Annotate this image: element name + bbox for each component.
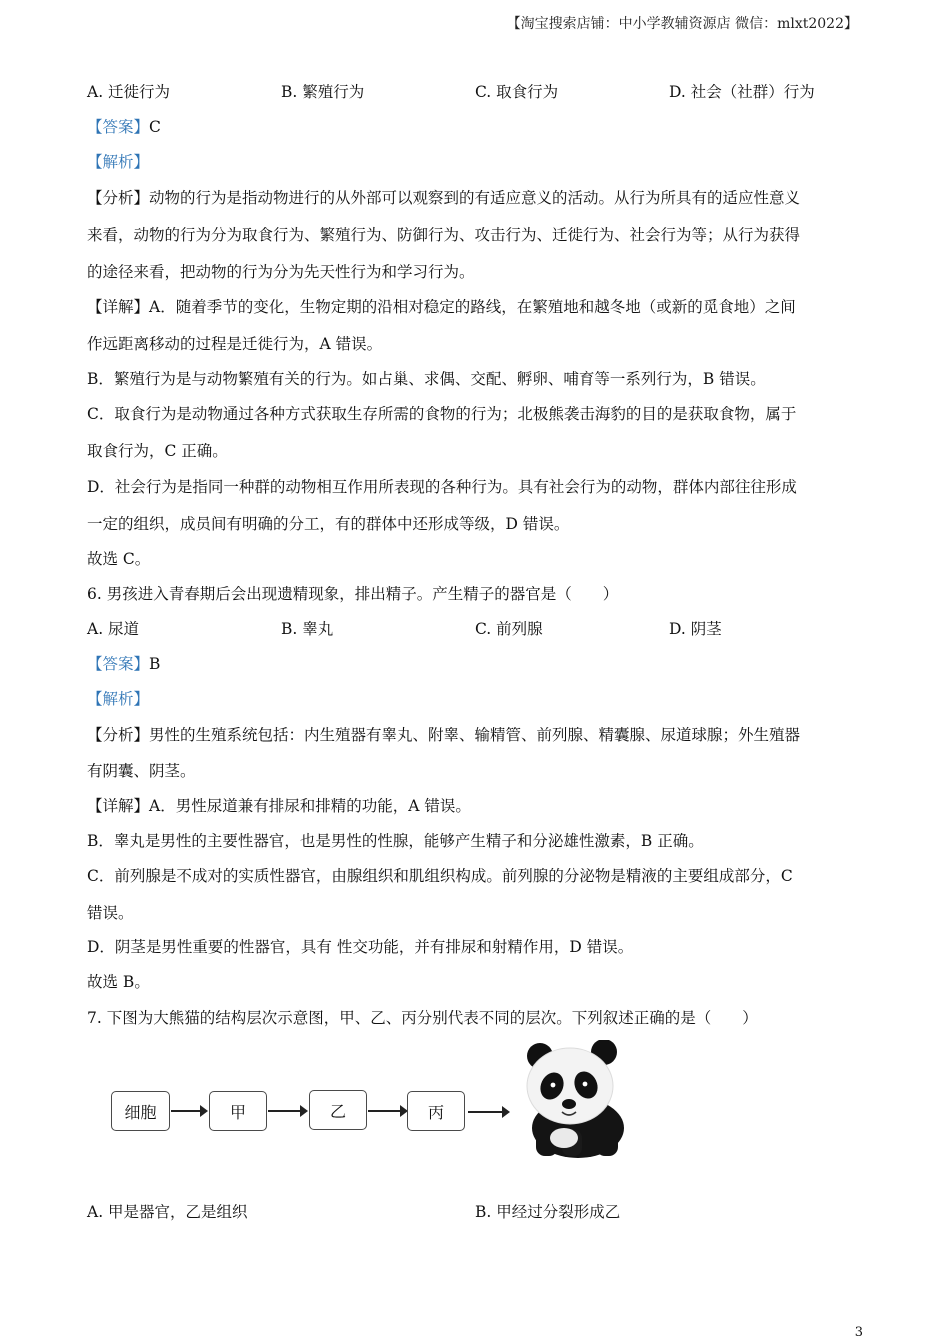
line-text: 的途径来看，把动物的行为分为先天性行为和学习行为。 xyxy=(87,263,475,281)
q5-line-7 xyxy=(87,441,228,461)
q5-option-d: D. 社会（社群）行为 xyxy=(669,83,815,101)
line-tag: 【详解】 xyxy=(87,797,150,815)
q6-option-b: B. 睾丸 xyxy=(281,620,334,638)
line-text: 来看，动物的行为分为取食行为、繁殖行为、防御行为、攻击行为、迁徙行为、社会行为等；从行为获得 xyxy=(87,226,801,244)
answer-tag: 【答案】 xyxy=(87,655,150,673)
line-text: 错误。 xyxy=(87,904,134,922)
line-text: 取食行为，C 正确。 xyxy=(87,442,228,460)
q5-option-b: B. 繁殖行为 xyxy=(281,83,365,101)
arrow-icon xyxy=(468,1111,503,1113)
q6-line-6 xyxy=(87,937,633,957)
q6-line-1 xyxy=(87,761,196,781)
arrow-icon xyxy=(368,1110,401,1112)
line-text: D．社会行为是指同一种群的动物相互作用所表现的各种行为。具有社会行为的动物，群体内部往往形成 xyxy=(87,478,797,496)
line-text: A．随着季节的变化，生物定期的沿相对稳定的路线，在繁殖地和越冬地（或新的觅食地）之间 xyxy=(149,298,796,316)
q5-line-9 xyxy=(87,514,569,534)
q6-option-d: D. 阴茎 xyxy=(669,620,722,638)
answer-value: C xyxy=(149,118,161,136)
line-tag: 【分析】 xyxy=(87,189,150,207)
q5-line-2 xyxy=(87,262,475,282)
line-text: 有阴囊、阴茎。 xyxy=(87,762,196,780)
q5-line-1 xyxy=(87,225,800,245)
q5-line-8 xyxy=(87,477,797,497)
giant-panda-image xyxy=(518,1040,632,1160)
q7-option-b: B. 甲经过分裂形成乙 xyxy=(475,1203,621,1221)
answer-value: B xyxy=(149,655,161,673)
line-text: D．阴茎是男性重要的性器官，具有 性交功能，并有排尿和射精作用，D 错误。 xyxy=(87,938,634,956)
q5-line-4 xyxy=(87,334,382,354)
arrow-icon xyxy=(171,1110,201,1112)
q5-line-6 xyxy=(87,404,796,424)
q6-line-4 xyxy=(87,866,793,886)
page-number: 3 xyxy=(854,1325,863,1340)
q5-option-c: C. 取食行为 xyxy=(475,83,559,101)
q6-line-2 xyxy=(87,796,471,816)
q6-question: 6. 男孩进入青春期后会出现遗精现象，排出精子。产生精子的器官是（ ） xyxy=(87,585,619,603)
line-text: C．取食行为是动物通过各种方式获取生存所需的食物的行为；北极熊袭击海豹的目的是获取食物，属于 xyxy=(87,405,797,423)
q7-option-a: A. 甲是器官，乙是组织 xyxy=(87,1203,248,1221)
line-text: 故选 C。 xyxy=(87,550,151,568)
line-text: 一定的组织，成员间有明确的分工，有的群体中还形成等级，D 错误。 xyxy=(87,515,570,533)
q5-line-3 xyxy=(87,297,796,317)
diagram-box-yi: 乙 xyxy=(309,1090,367,1130)
q6-line-5 xyxy=(87,903,134,923)
diagram-box-cell: 细胞 xyxy=(111,1091,170,1131)
q5-answer xyxy=(87,117,161,137)
diagram-box-jia: 甲 xyxy=(209,1091,267,1131)
line-text: C．前列腺是不成对的实质性器官，由腺组织和肌组织构成。前列腺的分泌物是精液的主要组成部分，C xyxy=(87,867,793,885)
q6-option-a: A. 尿道 xyxy=(87,620,140,638)
q5-line-0 xyxy=(87,188,800,208)
diagram-box-bing: 丙 xyxy=(407,1091,465,1131)
q6-analysis-tag: 【解析】 xyxy=(87,690,150,708)
line-text: 作远距离移动的过程是迁徙行为，A 错误。 xyxy=(87,335,383,353)
q6-line-7 xyxy=(87,972,150,992)
line-text: A．男性尿道兼有排尿和排精的功能，A 错误。 xyxy=(149,797,471,815)
q6-line-3 xyxy=(87,831,704,851)
q5-option-a: A. 迁徙行为 xyxy=(87,83,171,101)
q5-analysis-tag: 【解析】 xyxy=(87,153,150,171)
line-text: 动物的行为是指动物进行的从外部可以观察到的有适应意义的活动。从行为所具有的适应性意义 xyxy=(149,189,801,207)
q6-answer xyxy=(87,654,160,674)
line-text: B．睾丸是男性的主要性器官，也是男性的性腺，能够产生精子和分泌雄性激素，B 正确。 xyxy=(87,832,704,850)
q7-question: 7. 下图为大熊猫的结构层次示意图，甲、乙、丙分别代表不同的层次。下列叙述正确的是（ ） xyxy=(87,1009,758,1027)
q5-line-5 xyxy=(87,369,766,389)
line-tag: 【分析】 xyxy=(87,726,150,744)
arrow-icon xyxy=(268,1110,301,1112)
q5-line-10 xyxy=(87,549,150,569)
page-header: 【淘宝搜索店铺：中小学教辅资源店 微信：mlxt2022】 xyxy=(506,16,858,32)
line-text: 男性的生殖系统包括：内生殖器有睾丸、附睾、输精管、前列腺、精囊腺、尿道球腺；外生殖器 xyxy=(149,726,801,744)
answer-tag: 【答案】 xyxy=(87,118,150,136)
line-text: B．繁殖行为是与动物繁殖有关的行为。如占巢、求偶、交配、孵卵、哺育等一系列行为，B 错误。 xyxy=(87,370,766,388)
q6-option-c: C. 前列腺 xyxy=(475,620,543,638)
line-tag: 【详解】 xyxy=(87,298,150,316)
line-text: 故选 B。 xyxy=(87,973,150,991)
q6-line-0 xyxy=(87,725,800,745)
